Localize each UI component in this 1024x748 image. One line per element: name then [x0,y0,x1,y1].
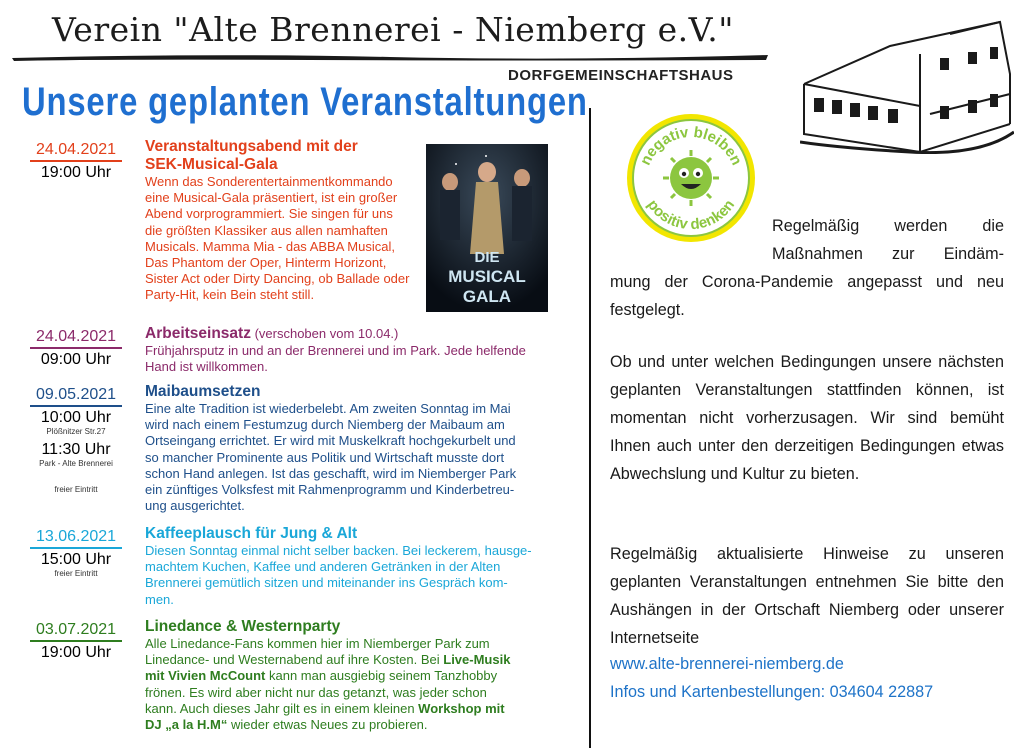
event-date: 24.04.2021 [35,141,117,158]
website-link[interactable]: www.alte-brennerei-niemberg.de [610,655,844,673]
event-time: 11:30 Uhr [41,441,111,458]
date-divider [30,347,122,349]
event-description [145,525,565,608]
event-text-line: so mancher Prominente aus Politik und Wirtschaft musste dort [145,449,505,465]
event-title: Kaffeeplausch für Jung & Alt [145,525,358,542]
event-date: 03.07.2021 [35,621,117,638]
event-date: 13.06.2021 [35,528,117,545]
conditions-paragraph: Ob und unter welchen Bedingungen unsere nächsten geplanten Veranstaltungen stattfinden können, ist momentan nicht vorherzusagen. Wir sind bemüht Ihnen auch unter den derzeitigen Bedingungen etwas Abwechslung und Kultur zu bieten. [610,353,1004,483]
event-date-block [30,620,122,662]
event-text-line: Alle Linedance-Fans kommen hier im Niemberger Park zum [145,636,490,651]
event-text-line: Musicals. Mamma Mia - das ABBA Musical, [145,238,395,254]
event-entry: freier Eintritt [54,569,98,578]
svg-text:negativ bleiben: negativ bleiben [636,123,746,169]
event-text-line: ung ausgerichtet. [145,498,245,514]
event-time: 19:00 Uhr [40,164,112,181]
date-divider [30,405,122,407]
event-time: 15:00 Uhr [40,551,112,568]
event-text-line: machtem Kuchen, Kaffee und anderen Getränken in der Alten [145,559,501,575]
musical-gala-poster [426,144,548,312]
event-title: Maibaumsetzen [145,383,261,400]
event-text-line: frönen. Es wird aber nicht nur das getanzt, was jeder schon [145,684,487,700]
event-time: 09:00 Uhr [40,351,112,368]
event-text-line: Abend vorprogrammiert. Sie singen für uns [145,206,393,222]
info-paragraph: Regelmäßig aktualisierte Hinweise zu unseren geplanten Veranstaltungen entnehmen Sie bitte den Aushängen in der Ortschaft Niemberg oder unserer Internetseite [610,545,1004,647]
corona-intro-line1: Regelmäßig werden die [772,217,1004,235]
event-description [145,325,565,375]
brennerei-house-drawing [800,14,1014,154]
event-text-line: schon Hand anlegen. Ist das geschafft, wird im Niemberger Park [145,465,517,481]
event-date-block [30,327,122,369]
event-text-line: ein zünftiges Volksfest mit Rahmenprogramm und Kinderbetreu- [145,482,515,498]
event-text-line: wird nach einem Festumzug durch Niemberg der Maibaum am [145,417,505,433]
event-title: SEK-Musical-Gala [145,156,278,173]
event-description [145,383,565,514]
svg-text:DIE: DIE [474,249,500,266]
corona-intro-line2: Maßnahmen zur Eindäm- [772,245,1004,263]
event-text-line: Frühjahrsputz in und an der Brennerei und im Park. Jede helfende [145,343,526,358]
event-date: 09.05.2021 [35,386,117,403]
club-title: Verein "Alte Brennerei - Niemberg e.V." [52,10,734,49]
event-text-line: Ortseingang errichtet. Er wird mit Muskelkraft hochgekurbelt und [145,433,516,449]
event-title: Veranstaltungsabend mit der [145,138,358,155]
event-text-line: men. [145,591,174,607]
event-text-line: Sister Act oder Dirty Dancing, ob Ballade oder [145,271,410,287]
column-divider [589,108,591,748]
virus-badge-icon [624,112,758,244]
event-description [145,618,565,733]
event-text-line: kann. Auch dieses Jahr gilt es in einem kleinen Workshop mit [145,700,505,716]
event-text-line: Brennerei gemütlich sitzen und miteinander ins Gespräch kom- [145,575,508,591]
event-entry: freier Eintritt [54,485,98,494]
event-text-line: eine Musical-Gala präsentiert, ist ein großer [145,190,398,206]
event-text-line: Das Phantom der Oper, Hinterm Horizont, [145,255,387,271]
ticket-contact: Infos und Kartenbestellungen: 034604 22887 [610,683,934,701]
corona-paragraph: mung der Corona-Pandemie angepasst und neu festgelegt. [610,273,1004,319]
event-text-line: Hand ist willkommen. [145,359,268,375]
date-divider [30,160,122,162]
event-place: Park - Alte Brennerei [39,459,113,468]
event-title: Arbeitseinsatz [145,325,251,342]
svg-text:positiv denken: positiv denken [643,196,739,234]
event-time: 19:00 Uhr [40,644,112,661]
event-date-block [30,385,122,495]
event-text-line: DJ „a la H.M“ wieder etwas Neues zu probieren. [145,717,428,733]
page-heading: Unsere geplanten Veranstaltungen [22,80,588,124]
event-text-line: mit Vivien McCount kann man ausgiebig seinem Tanzhobby [145,668,498,684]
event-title: Linedance & Westernparty [145,618,341,635]
event-text-line: Party-Hit, kein Bein steht still. [145,287,315,303]
event-time: 10:00 Uhr [40,409,112,426]
event-date-block [30,140,122,182]
svg-text:MUSICAL: MUSICAL [448,267,526,286]
event-text-line: Wenn das Sonderentertainmentkommando [145,174,393,189]
date-divider [30,640,122,642]
club-subtitle: DORFGEMEINSCHAFTSHAUS [508,67,734,84]
event-note: (verschoben vom 10.04.) [254,326,399,341]
event-description [145,138,425,304]
event-place: Plößnitzer Str.27 [46,427,106,436]
date-divider [30,547,122,549]
event-text-line: Diesen Sonntag einmal nicht selber backen. Bei leckerem, hausge- [145,543,532,558]
event-date-block [30,527,122,579]
event-text-line: Linedance- und Westernabend auf ihre Kosten. Bei Live-Musik [145,652,511,668]
brush-underline [10,52,770,62]
event-date: 24.04.2021 [35,328,117,345]
event-text-line: die größten Klassiker aus allen namhaften [145,222,388,238]
svg-text:GALA: GALA [462,287,512,306]
event-text-line: Eine alte Tradition ist wiederbelebt. Am zweiten Sonntag im Mai [145,401,511,416]
